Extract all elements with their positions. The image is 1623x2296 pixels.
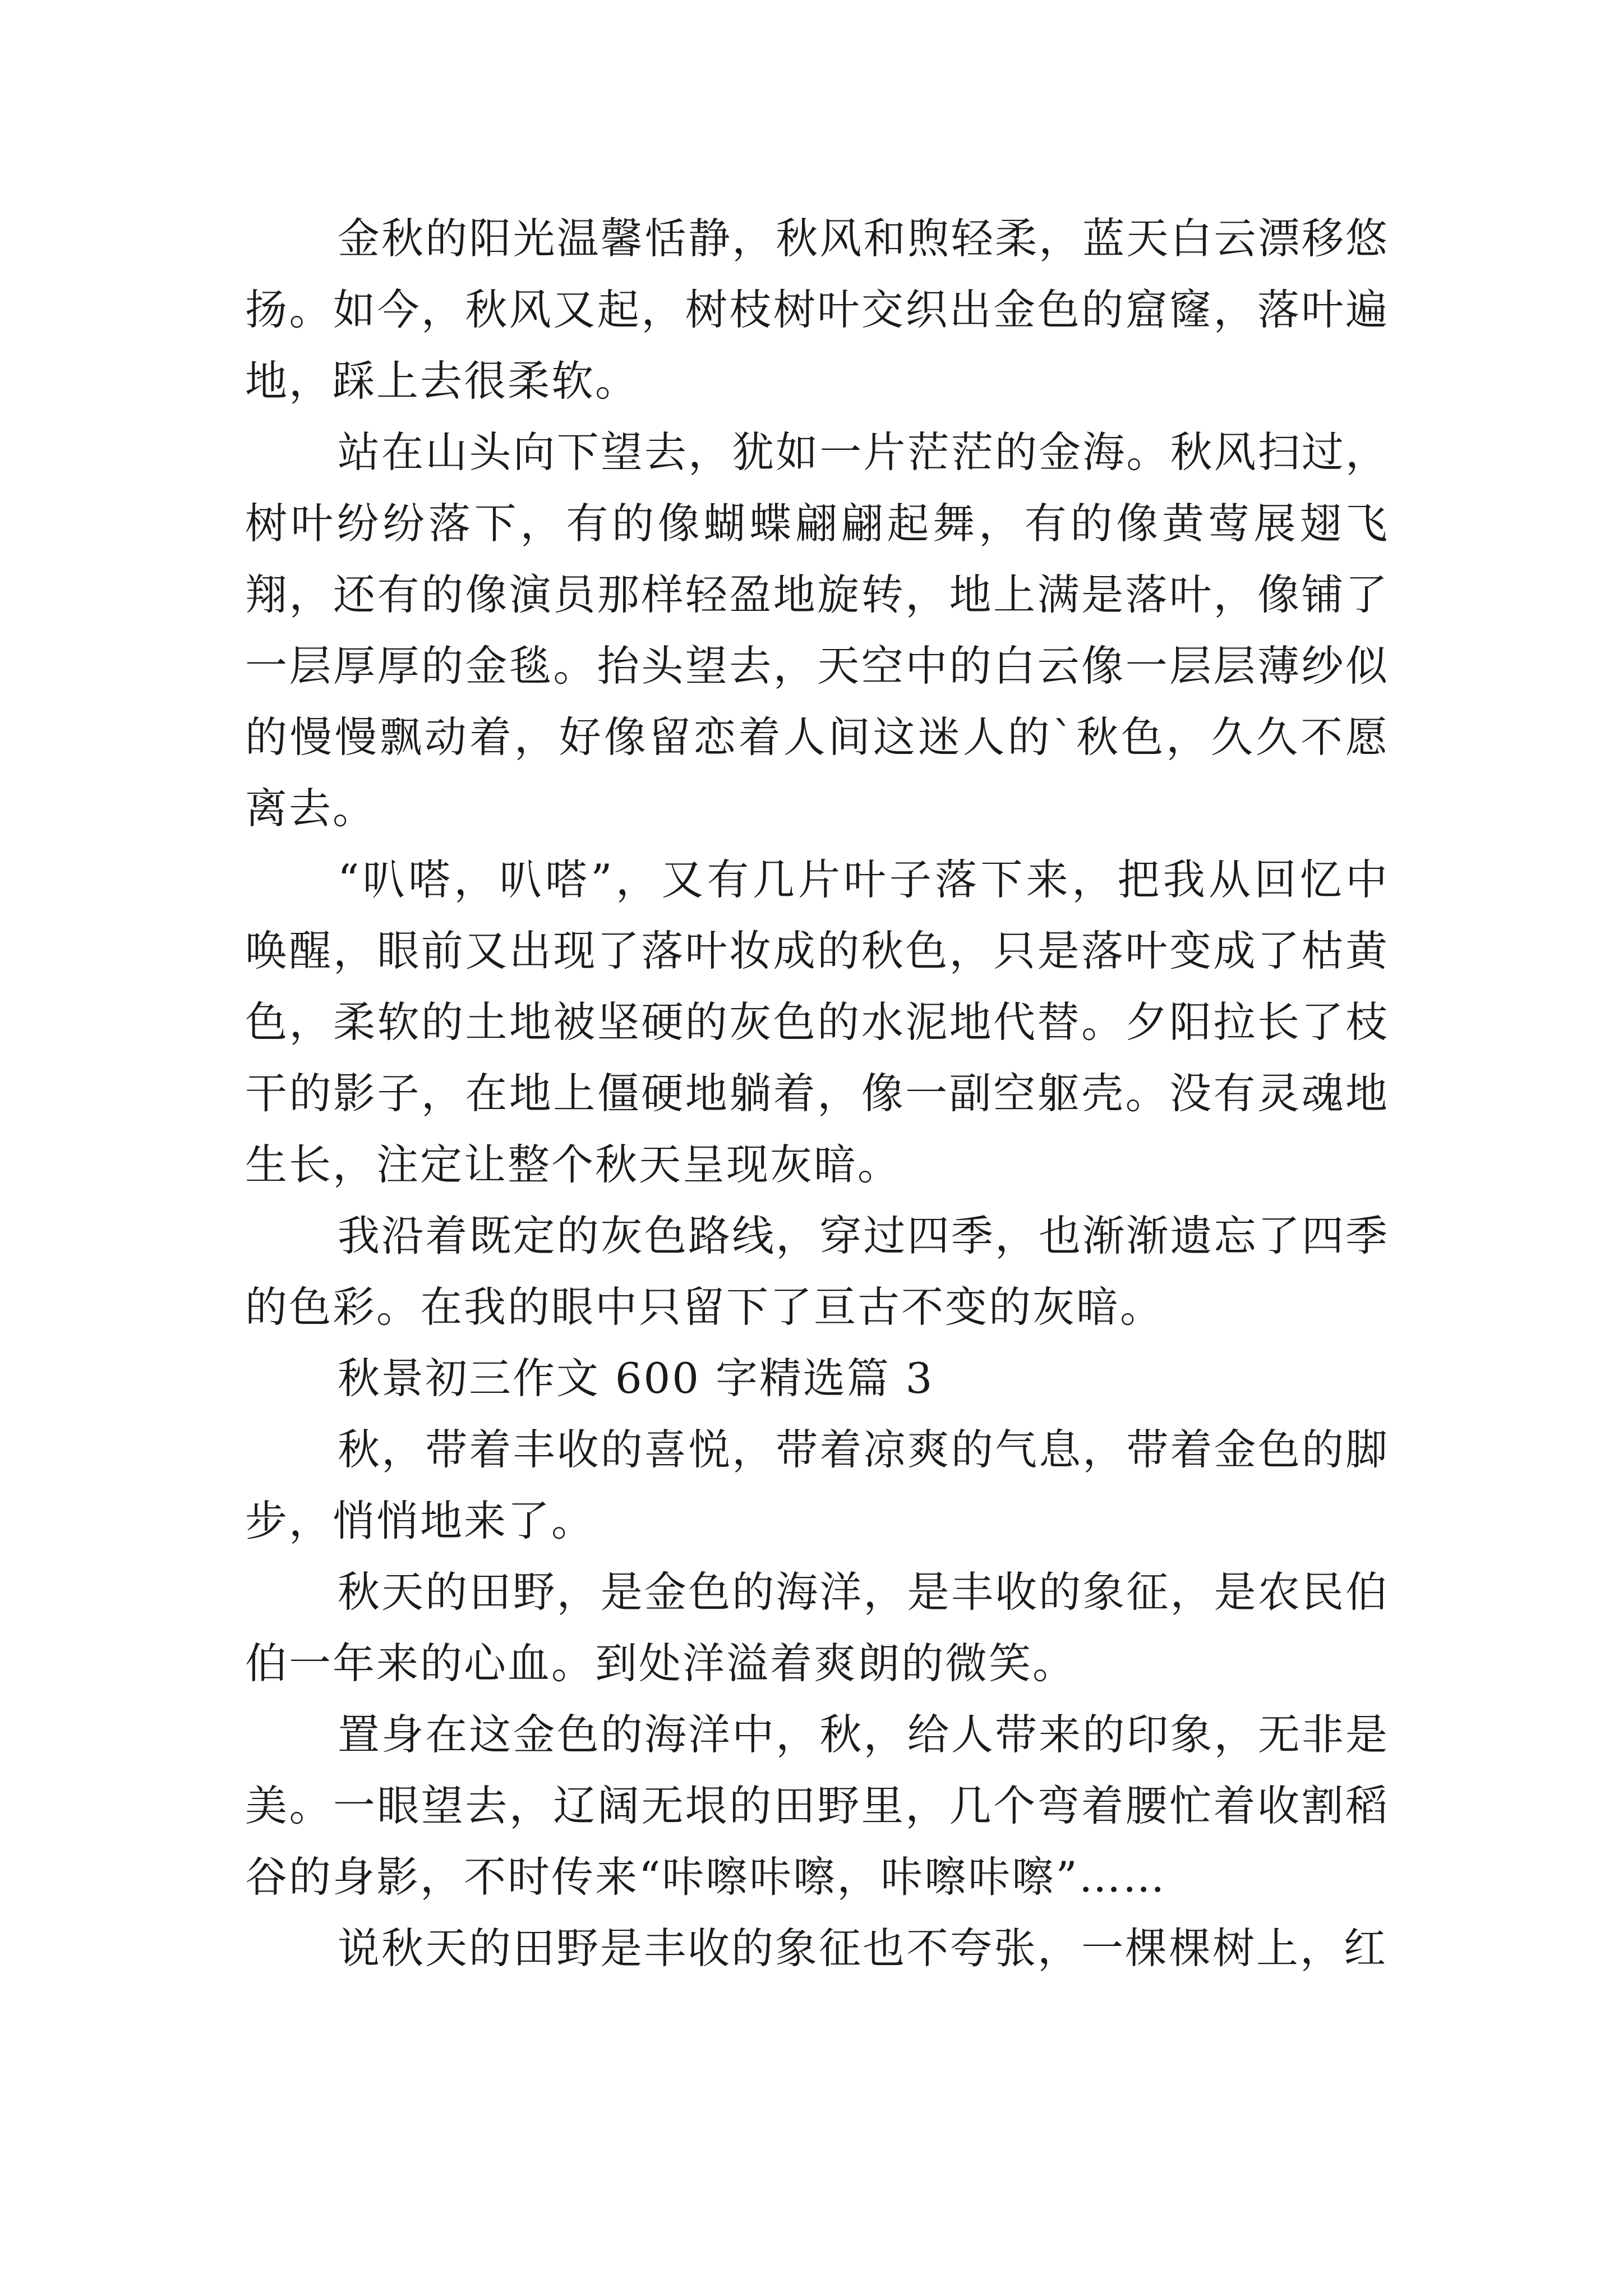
section-paragraph-3: 置身在这金色的海洋中，秋，给人带来的印象，无非是美。一眼望去，辽阔无垠的田野里，几个弯着腰忙着收割稻谷的身影，不时传来“咔嚓咔嚓，咔嚓咔嚓”…… — [245, 1710, 1389, 1902]
paragraph-3: “叭嗒，叭嗒”，又有几片叶子落下来，把我从回忆中唤醒，眼前又出现了落叶妆成的秋色，只是落叶变成了枯黄色，柔软的土地被坚硬的灰色的水泥地代替。夕阳拉长了枝干的影子，在地上僵硬地躺着，像一副空躯壳。没有灵魂地生长，注定让整个秋天呈现灰暗。 — [245, 855, 1389, 1189]
document-body — [245, 203, 1389, 1984]
section-paragraph-1: 秋，带着丰收的喜悦，带着凉爽的气息，带着金色的脚步，悄悄地来了。 — [245, 1425, 1389, 1545]
paragraph-4: 我沿着既定的灰色路线，穿过四季，也渐渐遗忘了四季的色彩。在我的眼中只留下了亘古不变的灰暗。 — [245, 1211, 1389, 1332]
section-paragraph-2: 秋天的田野，是金色的海洋，是丰收的象征，是农民伯伯一年来的心血。到处洋溢着爽朗的微笑。 — [245, 1567, 1389, 1688]
section-title: 秋景初三作文 600 字精选篇 3 — [338, 1354, 934, 1403]
paragraph-1: 金秋的阳光温馨恬静，秋风和煦轻柔，蓝天白云漂移悠扬。如今，秋风又起，树枝树叶交织出金色的窟窿，落叶遍地，踩上去很柔软。 — [245, 214, 1389, 406]
section-paragraph-4: 说秋天的田野是丰收的象征也不夸张，一棵棵树上，红 — [338, 1924, 1388, 1973]
paragraph-2: 站在山头向下望去，犹如一片茫茫的金海。秋风扫过，树叶纷纷落下，有的像蝴蝶翩翩起舞，有的像黄莺展翅飞翔，还有的像演员那样轻盈地旋转，地上满是落叶，像铺了一层厚厚的金毯。抬头望去，天空中的白云像一层层薄纱似的慢慢飘动着，好像留恋着人间这迷人的`秋色，久久不愿离去。 — [245, 427, 1389, 833]
